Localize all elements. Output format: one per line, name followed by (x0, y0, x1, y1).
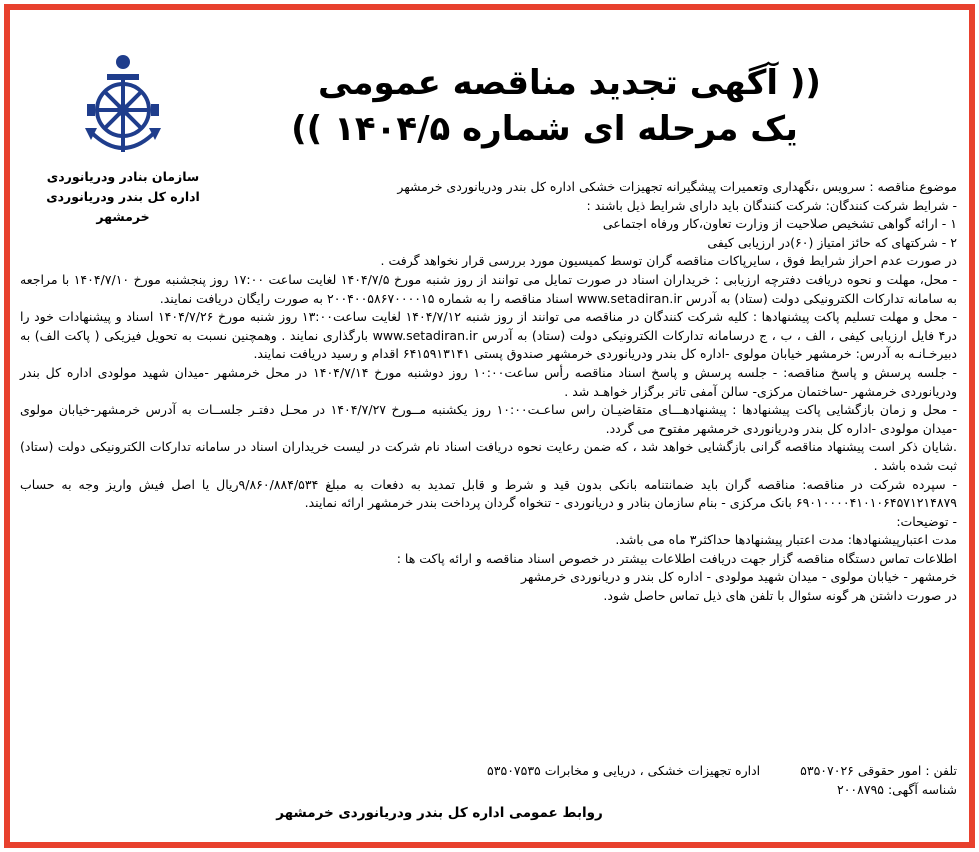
ad-id: شناسه آگهی: ۲۰۰۸۷۹۵ (837, 781, 957, 797)
body-paragraph: اطلاعات تماس دستگاه مناقصه گزار جهت دریافت اطلاعات بیشتر در خصوص اسناد مناقصه و ارائه پاکت ها : (396, 550, 957, 566)
title-line-1: (( آگهی تجدید مناقصه عمومی (318, 63, 821, 103)
announcement-frame (4, 4, 975, 848)
body-paragraph: خرمشهر - خیابان مولوی - میدان شهید مولودی - اداره کل بندر و دریانوردی خرمشهر (520, 569, 957, 585)
announcement-title (10, 60, 969, 152)
body-paragraph: موضوع مناقصه : سرویس ،نگهداری وتعمیرات پیشگیرانه تجهیزات خشکی اداره کل بندر ودریانوردی خرمشهر (397, 179, 957, 194)
body-paragraph: - محل و مهلت تسلیم پاکت پیشنهادها : کلیه شرکت کنندگان در مناقصه می توانند از روز شنبه ۱۴۰۴/۷/۱۲ لغایت ساعت۱۳:۰۰ روز شنبه مورخ ۱۴۰۴/۷/۲۶ اسناد و پیشنهادات خود را در۴ فایل ارزیابی کیفی ، الف ، ب ، ج درسامانه تدارکات الکترونیکی دولت (ستاد) به آدرس www.setadiran.ir بارگذاری نمایند . وهمچنین نسبت به تحویل فیزیکی ( پاکت الف) به دبیرخـانـه به آدرس: خرمشهر خیابان مولوی -اداره کل بندر ودریانوردی خرمشهر صندوق پستی ۶۴۱۵۹۱۳۱۴۱ اقدام و رسید دریافت نمایند. (20, 309, 957, 362)
phone-equipment: اداره تجهیزات خشکی ، دریایی و مخابرات ۵۳۵۰۷۵۳۵ (487, 763, 761, 778)
org-name-line1: سازمان بنادر ودریانوردی (46, 169, 200, 184)
org-name-line2: اداره کل بندر ودریانوردی (46, 189, 200, 204)
body-paragraph: در صورت عدم احراز شرایط فوق ، سایرپاکات مناقصه گران توسط کمیسیون مورد بررسی قرار نخواهد گرفت . (380, 253, 957, 269)
body-paragraph: - توضیحات: (896, 513, 957, 529)
contact-info (20, 762, 957, 799)
body-paragraph: ۲ - شرکتهای که حائز امتیاز (۶۰)در ارزیابی کیفی (707, 234, 957, 250)
phone-legal: تلفن : امور حقوقی ۵۳۵۰۷۰۲۶ (800, 763, 957, 778)
body-paragraph: - جلسه پرسش و پاسخ مناقصه: - جلسه پرسش و پاسخ اسناد مناقصه رأس ساعت۱۰:۰۰ روز دوشنبه مورخ ۱۴۰۴/۷/۱۴ در محل خرمشهر -میدان شهید مولودی اداره کل بندر ودریانوردی خرمشهر -ساختمان مرکزی- سالن آمفی تاتر برگزار خواهـد شد . (20, 364, 957, 399)
body-paragraph: - شرایط شرکت کنندگان: شرکت کنندگان باید دارای شرایط ذیل باشند : (586, 197, 957, 213)
body-paragraph: در صورت داشتن هر گونه سئوال با تلفن های ذیل تماس حاصل شود. (603, 588, 957, 604)
announcement-body (20, 178, 957, 606)
title-line-2: یک مرحله ای شماره ۱۴۰۴/۵ )) (291, 109, 798, 149)
body-paragraph: - محل و زمان بازگشایی پاکت پیشنهادها : پیشنهادهـــای متقاضیـان راس ساعـت۱۰:۰۰ روز یکشنبه مــورخ ۱۴۰۴/۷/۲۷ در محـل دفتـر جلســات به آدرس خرمشهر-خیابان مولوی -میدان مولودی -اداره کل بندر ودریانوردی خرمشهر مفتوح می گردد. (20, 402, 957, 436)
body-paragraph: .شایان ذکر است پیشنهاد مناقصه گرانی بازگشایی خواهد شد ، که ضمن رعایت نحوه دریافت اسناد نام شرکت در لیست خریداران اسناد در سامانه تدارکات الکترونیکی دولت (ستاد) ثبت شده باشد . (20, 439, 957, 473)
footer-public-relations: روابط عمومی اداره کل بندر ودریانوردی خرمشهر (276, 805, 603, 821)
org-name-line3: خرمشهر (96, 209, 150, 224)
body-paragraph: - سپرده شرکت در مناقصه: مناقصه گران باید ضمانتنامه بانکی بدون قید و شرط و قابل تمدید به دفعات به مبلغ ۹/۸۶۰/۸۸۴/۵۳۴ریال یا اصل فیش واریز وجه به حساب ۶۹۰۱۰۰۰۰۴۱۰۱۰۶۴۵۷۱۲۱۴۸۷۹ بانک مرکزی - بنام سازمان بنادر و دریانوردی - تنخواه گردان پرداخت بندر خرمشهر ارائه نمایند. (20, 476, 957, 511)
body-paragraph: ۱ - ارائه گواهی تشخیص صلاحیت از وزارت تعاون،کار ورفاه اجتماعی (602, 216, 957, 232)
body-paragraph: مدت اعتبارپیشنهادها: مدت اعتبار پیشنهادها حداکثر۳ ماه می باشد. (615, 532, 957, 548)
body-paragraph: - محل، مهلت و نحوه دریافت دفترچه ارزیابی : خریداران اسناد در صورت تمایل می توانند از روز شنبه مورخ ۱۴۰۴/۷/۵ لغایت ساعت ۱۷:۰۰ روز پنجشنبه مورخ ۱۴۰۴/۷/۱۰ با مراجعه به سامانه تدارکات الکترونیکی دولت (ستاد) به آدرس www.setadiran.ir اسناد مناقصه را به شماره ۲۰۰۴۰۰۵۸۶۷۰۰۰۰۱۵ به صورت رایگان دریافت نمایند. (20, 271, 958, 306)
